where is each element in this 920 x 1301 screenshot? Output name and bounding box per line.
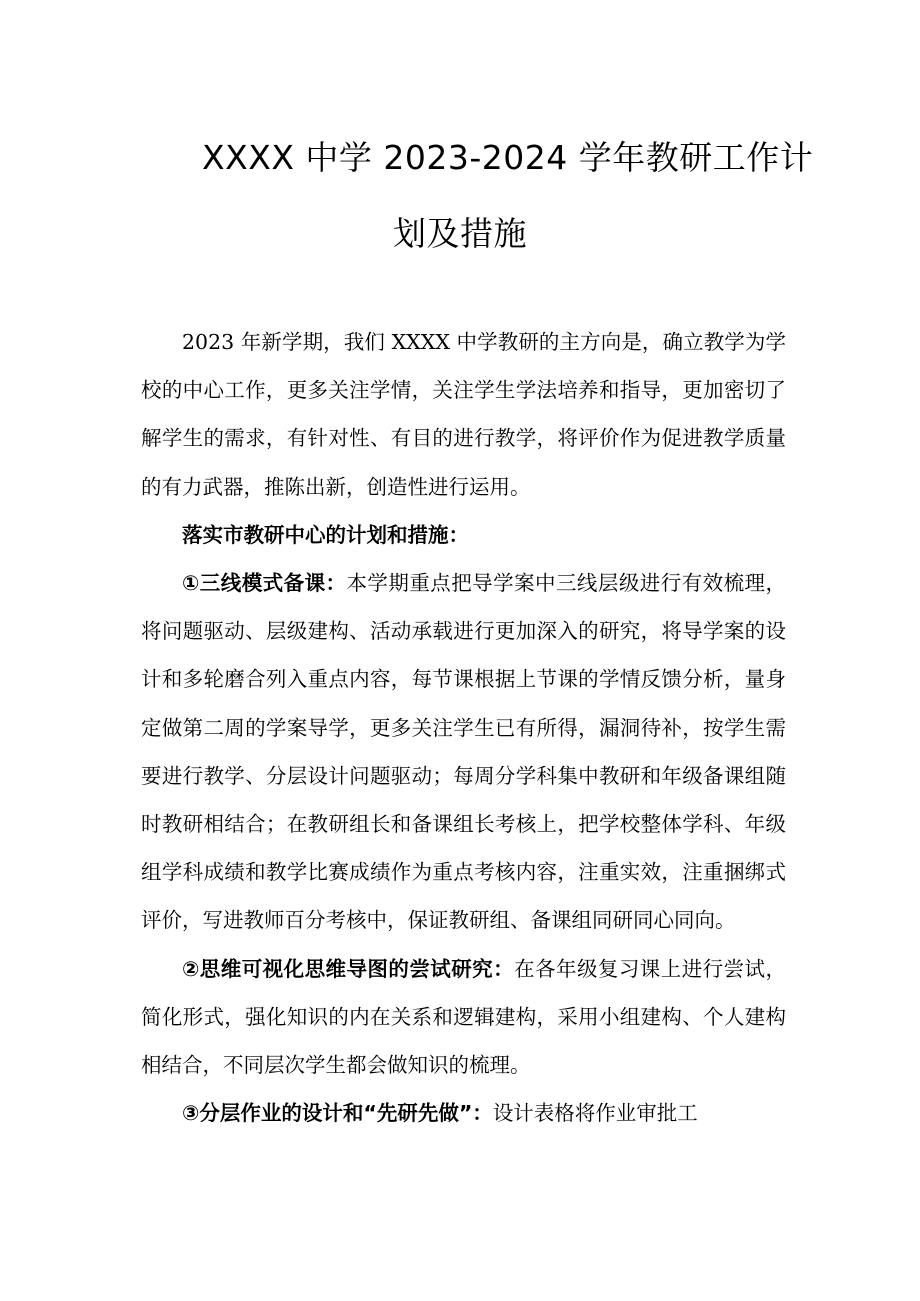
document-title-line-1: XXXX 中学 2023-2024 学年教研工作计	[202, 138, 814, 177]
item-text-2: 在各年级复习课上进行尝试，简化形式，强化知识的内在关系和逻辑建构，采用小组建构、个人建构相结合，不同层次学生都会做知识的梳理。	[141, 956, 787, 1078]
item-paragraph-1	[141, 559, 786, 945]
intro-paragraph: 2023 年新学期，我们 XXXX 中学教研的主方向是，确立教学为学校的中心工作，更多关注学情，关注学生学法培养和指导，更加密切了解学生的需求，有针对性、有目的进行教学，将评价作为促进教学质量的有力武器，推陈出新，创造性进行运用。	[141, 330, 786, 499]
section-heading: 落实市教研中心的计划和措施：	[182, 522, 469, 547]
item-paragraph-3	[141, 1089, 786, 1137]
item-text-3: 设计表格将作业审批工	[492, 1101, 698, 1126]
item-heading-2: ②思维可视化思维导图的尝试研究：	[182, 956, 515, 981]
item-heading-1: ①三线模式备课：	[182, 571, 347, 596]
item-heading-3: ③分层作业的设计和“先研先做”：	[182, 1101, 493, 1126]
document-title-line-2: 划及措施	[393, 214, 527, 253]
item-text-1: 本学期重点把导学案中三线层级进行有效梳理，将问题驱动、层级建构、活动承载进行更加深入的研究，将导学案的设计和多轮磨合列入重点内容，每节课根据上节课的学情反馈分析，量身定做第二周的学案导学，更多关注学生已有所得，漏洞待补，按学生需要进行教学、分层设计问题驱动；每周分学科集中教研和年级备课组随时教研相结合；在教研组长和备课组长考核上，把学校整体学科、年级组学科成绩和教学比赛成绩作为重点考核内容，注重实效，注重捆绑式评价，写进教师百分考核中，保证教研组、备课组同研同心同向。	[141, 571, 786, 933]
document-body	[141, 318, 786, 1137]
item-paragraph-2	[141, 945, 786, 1090]
